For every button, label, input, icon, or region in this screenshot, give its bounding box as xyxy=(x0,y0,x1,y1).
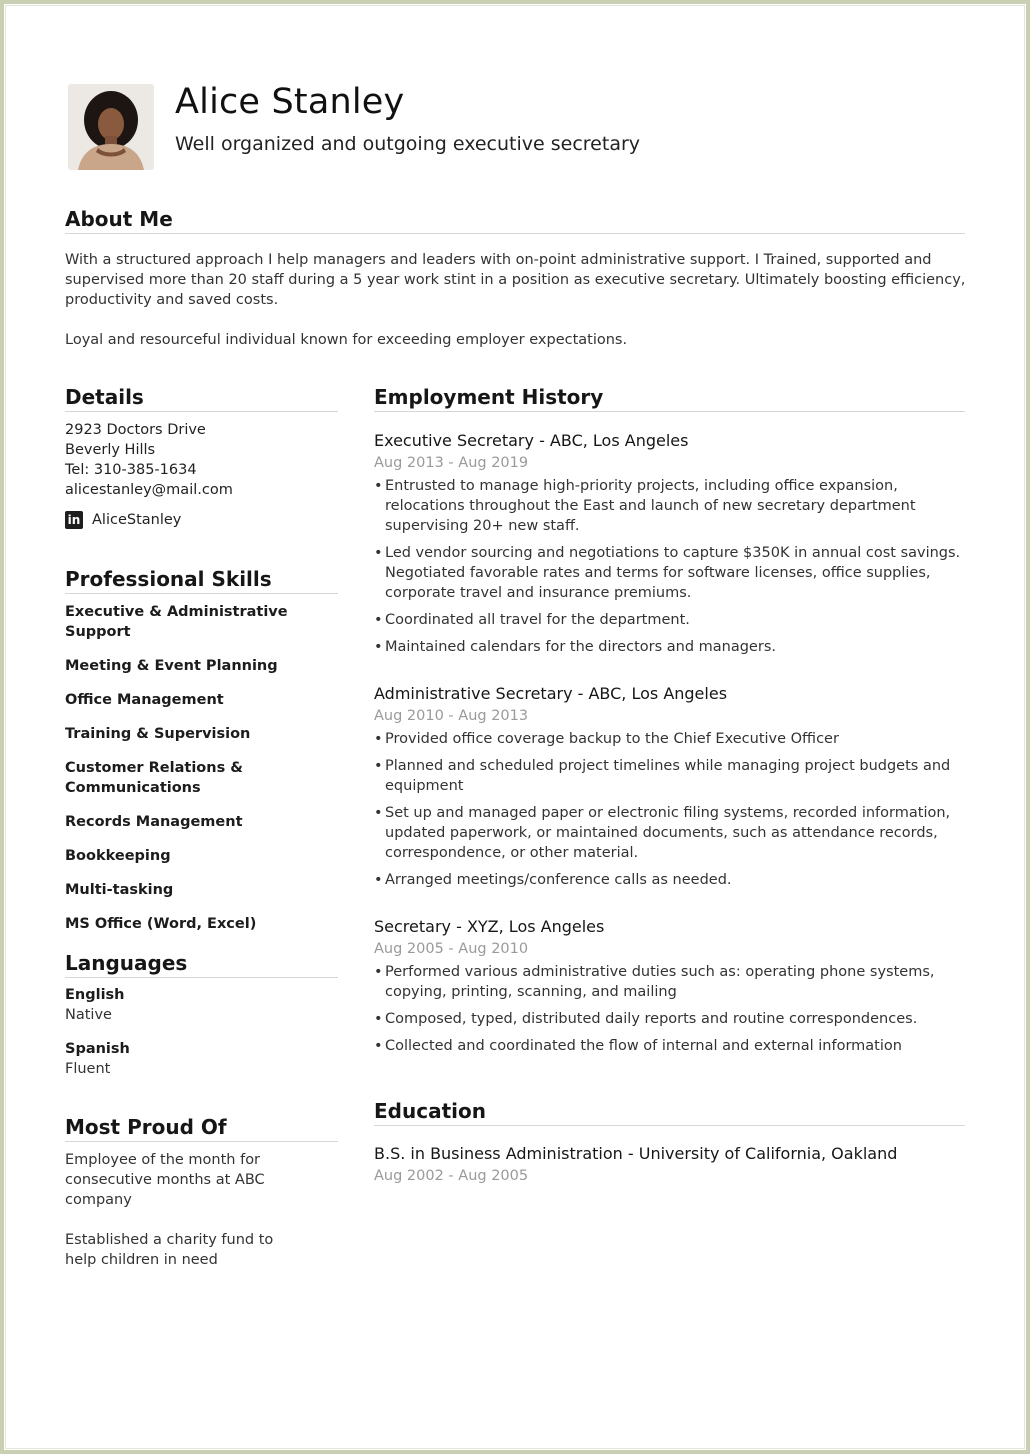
languages-list xyxy=(65,985,340,1093)
job-bullets xyxy=(374,476,966,657)
proud-list xyxy=(65,1150,335,1290)
job-dates: Aug 2010 - Aug 2013 xyxy=(374,708,529,724)
skill-item: Office Management xyxy=(65,692,224,708)
skills-list xyxy=(65,602,340,948)
job-bullet: • Coordinated all travel for the department. xyxy=(374,610,966,630)
about-heading: About Me xyxy=(65,207,173,231)
job-title: Executive Secretary - ABC, Los Angeles xyxy=(374,431,689,450)
job-bullet: • Arranged meetings/conference calls as needed. xyxy=(374,870,966,890)
job-title: Secretary - XYZ, Los Angeles xyxy=(374,917,605,936)
job-bullet: • Performed various administrative duties such as: operating phone systems, copying, printing, scanning, and mailing xyxy=(374,962,966,1002)
address-line-1: 2923 Doctors Drive xyxy=(65,422,206,438)
linkedin-link[interactable] xyxy=(65,511,340,529)
employment-divider xyxy=(374,411,965,412)
job-bullet: • Entrusted to manage high-priority projects, including office expansion, relocations throughout the East and launch of new secretary department supervising 20+ new staff. xyxy=(374,476,966,536)
job-bullet: • Maintained calendars for the directors and managers. xyxy=(374,637,966,657)
job-bullet: • Provided office coverage backup to the Chief Executive Officer xyxy=(374,729,966,749)
details-section xyxy=(65,420,340,529)
skill-item: Training & Supervision xyxy=(65,726,251,742)
job-bullets xyxy=(374,729,966,890)
education-divider xyxy=(374,1125,965,1126)
language-name: Spanish xyxy=(65,1041,130,1057)
skill-item: Multi-tasking xyxy=(65,882,174,898)
job-title: Administrative Secretary - ABC, Los Angeles xyxy=(374,684,728,703)
proud-divider xyxy=(65,1141,338,1142)
profile-photo xyxy=(68,84,154,170)
skill-item: Bookkeeping xyxy=(65,848,171,864)
language-level: Fluent xyxy=(65,1061,111,1077)
job-bullet: • Collected and coordinated the flow of internal and external information xyxy=(374,1036,966,1056)
email-address[interactable]: alicestanley@mail.com xyxy=(65,482,233,498)
education-degree: B.S. in Business Administration - University of California, Oakland xyxy=(374,1144,898,1163)
language-level: Native xyxy=(65,1007,112,1023)
about-paragraph: Loyal and resourceful individual known for exceeding employer expectations. xyxy=(65,332,628,348)
job-bullet: • Set up and managed paper or electronic filing systems, recorded information, updated paperwork, or maintained documents, such as attendance records, correspondence, or other material. xyxy=(374,803,966,863)
job-bullet: • Led vendor sourcing and negotiations to capture $350K in annual cost savings. Negotiated favorable rates and terms for software licenses, office supplies, corporate travel and insurance premiums. xyxy=(374,543,966,603)
job-entry xyxy=(374,916,966,1056)
proud-heading: Most Proud Of xyxy=(65,1115,227,1139)
skill-item: Records Management xyxy=(65,814,243,830)
education-dates: Aug 2002 - Aug 2005 xyxy=(374,1168,529,1184)
proud-item: Employee of the month for consecutive months at ABC company xyxy=(65,1152,265,1208)
details-heading: Details xyxy=(65,385,144,409)
candidate-tagline: Well organized and outgoing executive secretary xyxy=(175,133,641,155)
education-entry xyxy=(374,1143,966,1189)
job-dates: Aug 2005 - Aug 2010 xyxy=(374,941,529,957)
address-line-2: Beverly Hills xyxy=(65,442,156,458)
skill-item: Customer Relations & Communications xyxy=(65,760,243,796)
linkedin-icon: in xyxy=(65,511,83,529)
skills-heading: Professional Skills xyxy=(65,567,272,591)
details-divider xyxy=(65,411,338,412)
job-entry xyxy=(374,430,966,657)
skill-item: Meeting & Event Planning xyxy=(65,658,278,674)
about-text xyxy=(65,250,970,370)
linkedin-handle: AliceStanley xyxy=(92,512,182,528)
skill-item: Executive & Administrative Support xyxy=(65,604,288,640)
about-divider xyxy=(65,233,965,234)
job-dates: Aug 2013 - Aug 2019 xyxy=(374,455,529,471)
education-heading: Education xyxy=(374,1099,486,1123)
job-bullet: • Composed, typed, distributed daily reports and routine correspondences. xyxy=(374,1009,966,1029)
phone-number: Tel: 310-385-1634 xyxy=(65,462,197,478)
candidate-name: Alice Stanley xyxy=(175,82,405,122)
proud-item: Established a charity fund to help children in need xyxy=(65,1232,274,1268)
languages-divider xyxy=(65,977,338,978)
job-bullets xyxy=(374,962,966,1056)
skill-item: MS Office (Word, Excel) xyxy=(65,916,257,932)
language-name: English xyxy=(65,987,125,1003)
employment-list xyxy=(374,430,966,1082)
job-bullet: • Planned and scheduled project timelines while managing project budgets and equipment xyxy=(374,756,966,796)
skills-divider xyxy=(65,593,338,594)
employment-heading: Employment History xyxy=(374,385,604,409)
languages-heading: Languages xyxy=(65,951,188,975)
job-entry xyxy=(374,683,966,890)
about-paragraph: With a structured approach I help managers and leaders with on-point administrative support. I Trained, supported and supervised more than 20 staff during a 5 year work stint in a position as executive secretary. Ultimately boosting efficiency, productivity and saved costs. xyxy=(65,252,966,308)
